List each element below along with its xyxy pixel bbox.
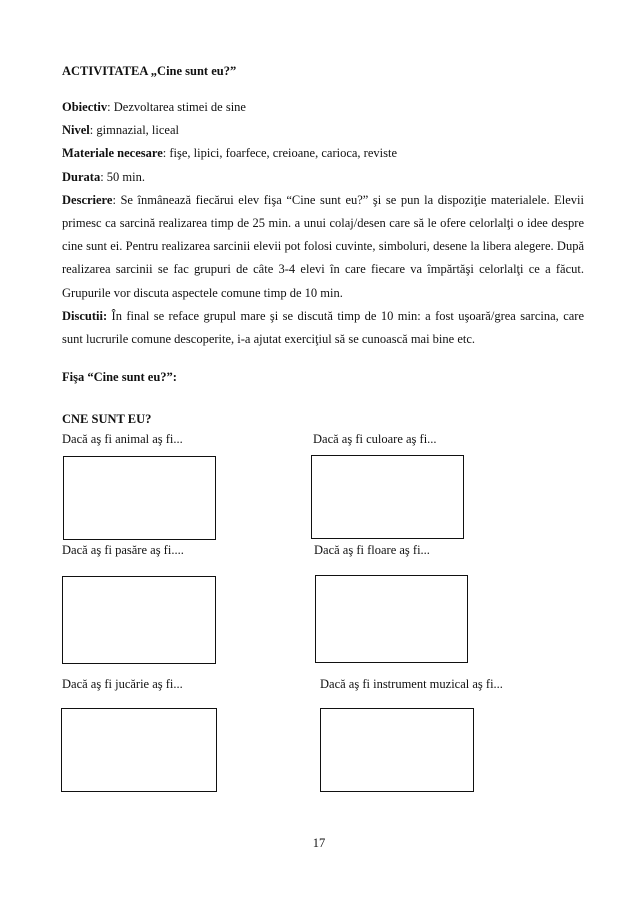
materials-line [62, 142, 584, 165]
discussion-paragraph [62, 305, 584, 351]
level-line [62, 119, 584, 142]
answer-box-animal[interactable] [63, 456, 216, 540]
answer-box-color[interactable] [311, 455, 464, 539]
answer-box-toy[interactable] [61, 708, 217, 792]
prompt-color: Dacă aş fi culoare aş fi... [313, 432, 437, 446]
materials-label: Materiale necesare [62, 146, 163, 161]
activity-title: ACTIVITATEA „Cine sunt eu?” [62, 64, 237, 78]
page-number: 17 [312, 836, 326, 850]
level-text: : gimnazial, liceal [89, 123, 179, 138]
prompt-toy: Dacă aş fi jucărie aş fi... [62, 677, 183, 691]
duration-text: : 50 min. [100, 169, 145, 184]
answer-box-flower[interactable] [315, 575, 468, 663]
prompt-bird: Dacă aş fi pasăre aş fi.... [62, 543, 184, 557]
answer-box-bird[interactable] [62, 576, 216, 664]
objective-label: Obiectiv [62, 100, 108, 114]
objective-text: : Dezvoltarea stimei de sine [107, 100, 246, 114]
description-text: : Se înmânează fiecărui elev fişa “Cine sunt eu?” şi se pun la dispoziţie materialele. Elevii primesc ca sarcină realizarea timp de 25 min. a unui colaj/desen care să le ofere celorlalţi o idee despre cine sunt ei. Pentru realizarea sarcinii elevii pot folosi cuvinte, simboluri, desene la libera alegere. După realizarea sarcinii se fac grupuri de câte 3-4 elevi în care fiecare va împărtăşi celorlalţi ce a făcut. Grupurile vor discuta aspectele comune timp de 10 min. [62, 192, 584, 300]
prompt-instrument: Dacă aş fi instrument muzical aş fi... [320, 677, 503, 691]
objective-line [62, 96, 584, 119]
prompt-flower: Dacă aş fi floare aş fi... [314, 543, 430, 557]
description-label: Descriere [62, 192, 113, 207]
worksheet-title: CNE SUNT EU? [62, 412, 152, 426]
duration-label: Durata [62, 169, 101, 184]
description-paragraph [62, 189, 584, 305]
activity-details [62, 96, 584, 351]
duration-line [62, 166, 584, 189]
discussion-text: În final se reface grupul mare şi se discută timp de 10 min: a fost uşoară/grea sarcina, care sunt lucrurile comune descoperite, i-a ajutat exerciţiul să se cunoască mai bine etc. [62, 308, 584, 347]
discussion-label: Discutii: [62, 308, 108, 323]
prompt-animal: Dacă aş fi animal aş fi... [62, 432, 183, 446]
level-label: Nivel [62, 123, 90, 138]
materials-text: : fişe, lipici, foarfece, creioane, carioca, reviste [162, 146, 398, 161]
answer-box-instrument[interactable] [320, 708, 474, 792]
worksheet-heading: Fişa “Cine sunt eu?”: [62, 370, 177, 384]
